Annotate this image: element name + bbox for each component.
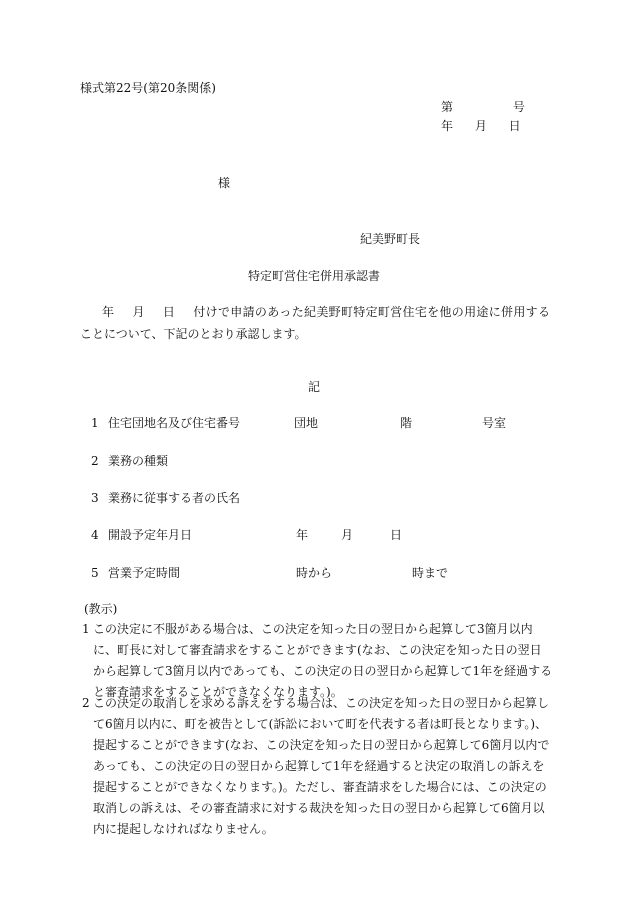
item-number: 4 xyxy=(91,528,99,542)
item-label: 住宅団地名及び住宅番号 xyxy=(108,416,241,430)
item-part: 時から xyxy=(296,566,333,580)
document-date: 年 月 日 xyxy=(441,119,521,133)
form-number: 様式第22号(第20条関係) xyxy=(80,81,216,95)
instruction-item xyxy=(82,693,553,840)
document-title: 特定町営住宅併用承認書 xyxy=(248,269,381,283)
item-number: 5 xyxy=(91,566,99,580)
item-number: 3 xyxy=(91,491,99,505)
instruction-number: 1 xyxy=(82,622,90,636)
instruction-header: (教示) xyxy=(84,602,118,616)
item-part: 日 xyxy=(390,528,403,542)
item-label: 業務に従事する者の氏名 xyxy=(108,491,241,505)
body-paragraph: 年 月 日 付けで申請のあった紀美野町特定町営住宅を他の用途に併用することについて、下記のとおり承認します。 xyxy=(80,305,550,341)
item-part: 号室 xyxy=(482,416,507,430)
issuer-name: 紀美野町長 xyxy=(360,232,421,246)
item-part: 団地 xyxy=(294,416,319,430)
item-part: 年 xyxy=(296,528,309,542)
item-number: 2 xyxy=(91,454,99,468)
item-label: 営業予定時間 xyxy=(108,566,181,580)
instruction-text: この決定の取消しを求める訴えをする場合は、この決定を知った日の翌日から起算して6箇月以内に、町を被告として(訴訟において町を代表する者は町長となります。)、提起することができます(なお、この決定を知った日の翌日から起算して6箇月以内であっても、この決定の日の翌日から起算して1年を経過すると決定の取消しの訴えを提起することができなくなります。)。ただし、審査請求をした場合には、この決定の取消しの訴えは、その審査請求に対する裁決を知った日の翌日から起算して6箇月以内に提起しなければなりません。 xyxy=(93,696,550,836)
item-part: 階 xyxy=(400,416,413,430)
instruction-item xyxy=(82,619,553,703)
addressee-suffix: 様 xyxy=(218,176,231,190)
instruction-number: 2 xyxy=(82,696,90,710)
item-label: 開設予定年月日 xyxy=(108,528,193,542)
instruction-text: この決定に不服がある場合は、この決定を知った日の翌日から起算して3箇月以内に、町長に対して審査請求をすることができます(なお、この決定を知った日の翌日から起算して3箇月以内であっても、この決定の日の翌日から起算して1年を経過すると審査請求をすることができなくなります。)。 xyxy=(93,622,553,699)
ki-heading: 記 xyxy=(308,380,321,394)
item-part: 時まで xyxy=(412,566,449,580)
document-number: 第 号 xyxy=(441,100,525,114)
item-part: 月 xyxy=(341,528,354,542)
item-number: 1 xyxy=(91,416,99,430)
item-label: 業務の種類 xyxy=(108,454,169,468)
